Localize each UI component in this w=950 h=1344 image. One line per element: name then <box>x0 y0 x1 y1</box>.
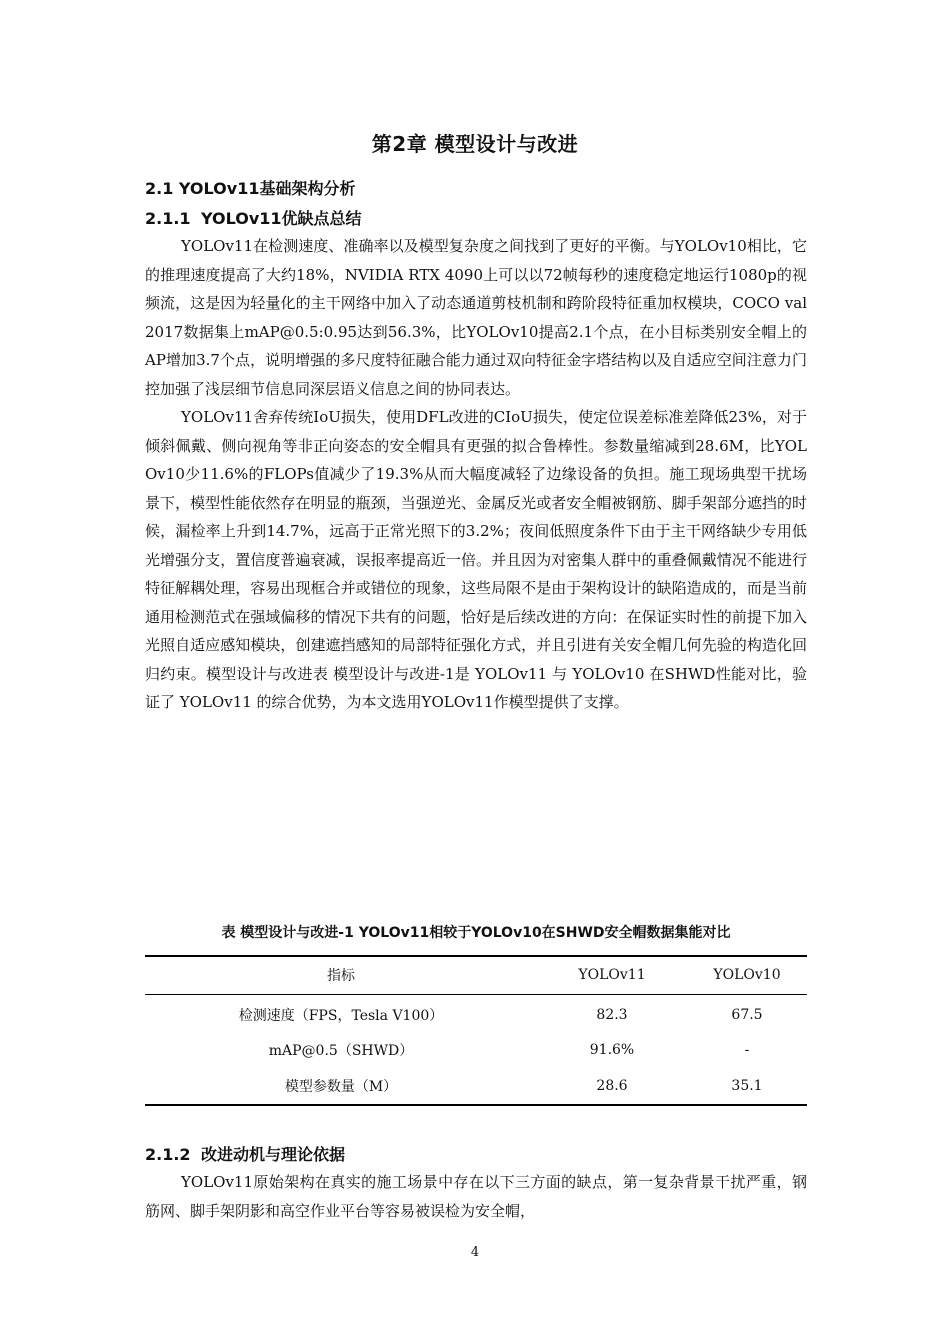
table-cell: mAP@0.5（SHWD） <box>268 1042 414 1059</box>
table-header-cell: YOLOv11 <box>578 967 646 984</box>
table-caption: 表 模型设计与改进-1 YOLOv11相较于YOLOv10在SHWD安全帽数据集能对比 <box>221 925 731 941</box>
paragraph: YOLOv11在检测速度、准确率以及模型复杂度之间找到了更好的平衡。与YOLOv10相比，它的推理速度提高了大约18%，NVIDIA RTX 4090上可以以72帧每秒的速度稳定地运行1080p的视频流，这是因为轻量化的主干网络中加入了动态通道剪枝机制和跨阶段特征重加权模块，COCO val2017数据集上mAP@0.5:0.95达到56.3%，比YOLOv10提高2.1个点，在小目标类别安全帽上的AP增加3.7个点，说明增强的多尺度特征融合能力通过双向特征金字塔结构以及自适应空间注意力门控加强了浅层细节信息同深层语义信息之间的协同表达。 <box>145 237 807 398</box>
table-row <box>145 994 807 1031</box>
table-row <box>145 1031 807 1068</box>
table-cell: 模型参数量（M） <box>284 1079 398 1095</box>
subsection-heading <box>145 1142 345 1165</box>
table-cell: 35.1 <box>731 1078 763 1094</box>
paragraph: YOLOv11舍弃传统IoU损失，使用DFL改进的CIoU损失，使定位误差标准差降低23%，对于倾斜佩戴、侧向视角等非正向姿态的安全帽具有更强的拟合鲁棒性。参数量缩减到28.6M，比YOLOv10少11.6%的FLOPs值减少了19.3%从而大幅度减轻了边缘设备的负担。施工现场典型干扰场景下，模型性能依然存在明显的瓶颈，当强逆光、金属反光或者安全帽被钢筋、脚手架部分遮挡的时候，漏检率上升到14.7%，远高于正常光照下的3.2%；夜间低照度条件下由于主干网络缺少专用低光增强分支，置信度普遍衰减，误报率提高近一倍。并且因为对密集人群中的重叠佩戴情况不能进行特征解耦处理，容易出现框合并或错位的现象，这些局限不是由于架构设计的缺陷造成的，而是当前通用检测范式在强域偏移的情况下共有的问题，恰好是后续改进的方向：在保证实时性的前提下加入光照自适应感知模块，创建遮挡感知的局部特征强化方式，并且引进有关安全帽几何先验的构造化回归约束。模型设计与改进表 模型设计与改进-1是 YOLOv11 与 YOLOv10 在SHWD性能对比，验证了 YOLOv11 的综合优势，为本文选用YOLOv11作模型提供了支撑。 <box>145 408 807 711</box>
table-cell: - <box>744 1041 750 1058</box>
table-cell: 67.5 <box>731 1007 763 1024</box>
page-number: 4 <box>470 1245 480 1260</box>
table-header-row <box>145 956 807 994</box>
subsection-title: 改进动机与理论依据 <box>201 1145 346 1164</box>
chapter-title: 第2章 模型设计与改进 <box>371 132 579 156</box>
subsection-title: YOLOv11优缺点总结 <box>201 209 362 228</box>
subsection-number: 2.1.2 <box>145 1145 191 1164</box>
table-header-cell: YOLOv10 <box>713 967 781 984</box>
table-header-cell: 指标 <box>327 968 355 985</box>
table-cell: 82.3 <box>596 1007 628 1024</box>
subsection-number: 2.1.1 <box>145 209 191 228</box>
paragraph: YOLOv11原始架构在真实的施工场景中存在以下三方面的缺点，第一复杂背景干扰严重，钢筋网、脚手架阴影和高空作业平台等容易被误检为安全帽， <box>145 1173 807 1220</box>
table-cell: 91.6% <box>589 1041 635 1058</box>
body-text <box>145 1168 807 1225</box>
table-cell: 28.6 <box>596 1078 628 1094</box>
comparison-table <box>145 955 807 1106</box>
body-text <box>145 232 807 717</box>
section-heading: 2.1 YOLOv11基础架构分析 <box>145 179 356 198</box>
table-row <box>145 1068 807 1105</box>
table-cell: 检测速度（FPS，Tesla V100） <box>238 1008 444 1025</box>
subsection-heading <box>145 206 362 229</box>
